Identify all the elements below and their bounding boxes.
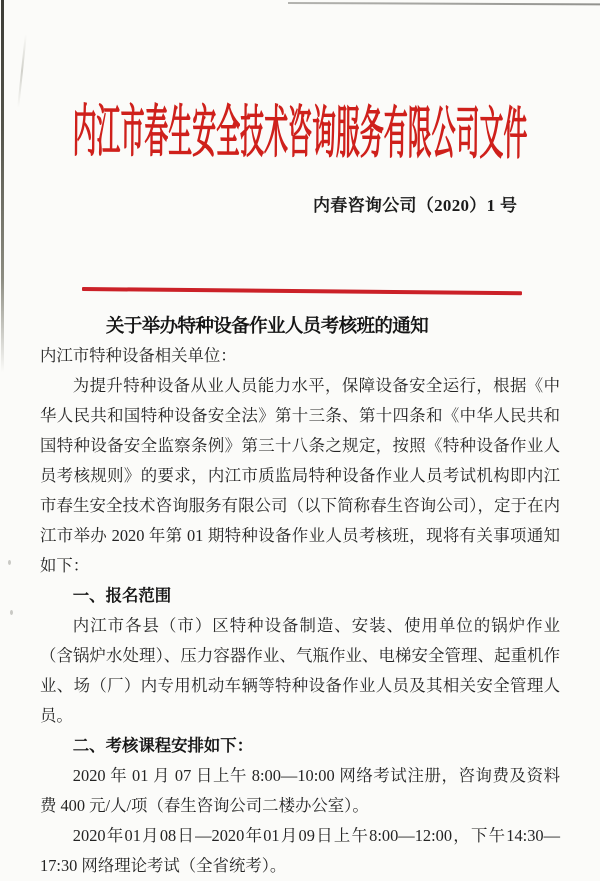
scan-edge-top-artifact bbox=[288, 2, 600, 5]
section-2-heading: 二、考核课程安排如下： bbox=[72, 736, 254, 755]
schedule-line-1: 2020 年 01 月 07 日上午 8:00—10:00 网络考试注册，咨询费及资料费 400 元/人/项（春生咨询公司二楼办公室）。 bbox=[40, 766, 560, 815]
paper-crease-mark bbox=[17, 34, 27, 108]
section-1-heading: 一、报名范围 bbox=[72, 586, 172, 605]
scan-speck bbox=[8, 560, 11, 565]
notice-body bbox=[40, 341, 560, 881]
intro-paragraph: 为提升特种设备从业人员能力水平，保障设备安全运行，根据《中华人民共和国特种设备安全法》第十三条、第十四条和《中华人民共和国特种设备安全监察条例》第三十八条之规定，按照《特种设备作业人员考核规则》的要求，内江市质监局特种设备作业人员考试机构即内江市春生安全技术咨询服务有限公司（以下简称春生咨询公司），定于在内江市举办 2020 年第 01 期特种设备作业人员考核班，现将有关事项通知如下： bbox=[40, 376, 560, 575]
letterhead-divider-line bbox=[82, 287, 522, 295]
section-1-paragraph: 内江市各县（市）区特种设备制造、安装、使用单位的锅炉作业（含锅炉水处理）、压力容器作业、气瓶作业、电梯安全管理、起重机作业、场（厂）内专用机动车辆等特种设备作业人员及其相关安全管理人员。 bbox=[40, 616, 560, 725]
scan-speck bbox=[10, 610, 13, 615]
document-number: 内春咨询公司（2020）1 号 bbox=[313, 196, 518, 215]
notice-title: 关于举办特种设备作业人员考核班的通知 bbox=[105, 317, 429, 337]
salutation-line: 内江市特种设备相关单位： bbox=[40, 346, 237, 365]
schedule-line-2: 2020年01月08日—2020年01月09日上午8:00—12:00，下午14:30—17:30 网络理论考试（全省统考）。 bbox=[40, 826, 560, 875]
letterhead-org-title: 内江市春生安全技术咨询服务有限公司文件 bbox=[72, 100, 528, 167]
